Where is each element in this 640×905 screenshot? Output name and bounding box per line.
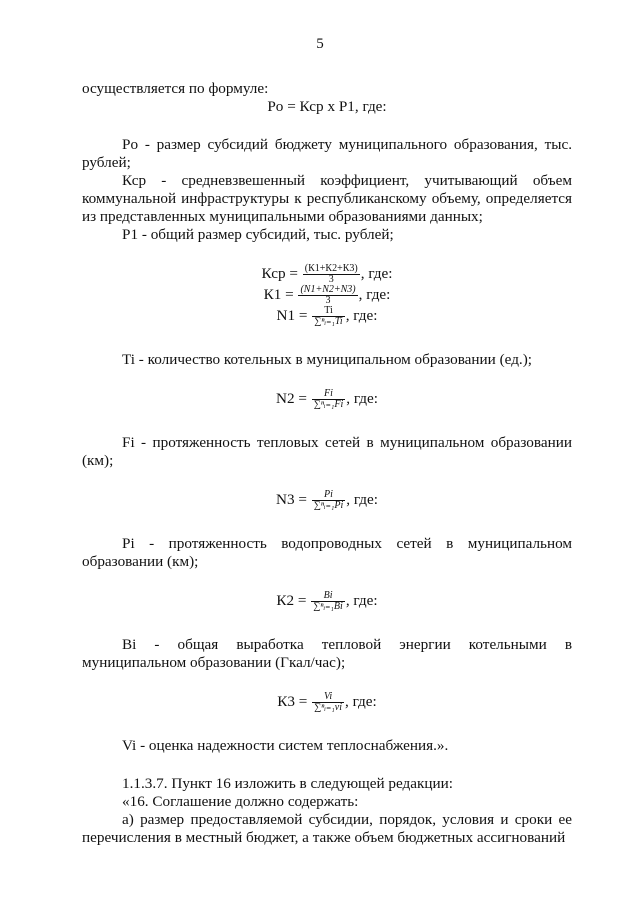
formula-n3-denominator: ∑ⁿᵢ₌₁Pi <box>313 500 344 511</box>
formula-k1-numerator: (N1+N2+N3) <box>300 284 356 295</box>
formula-n1-denominator: ∑ⁿᵢ₌₁Ti <box>314 316 343 327</box>
formula-n3-tail: , где: <box>346 490 378 508</box>
formula-k1-tail: , где: <box>358 285 391 303</box>
formula-n3-fraction <box>312 490 346 511</box>
formula-n2-fraction <box>312 389 346 410</box>
formula-k1-fraction <box>298 285 357 306</box>
formula-k1 <box>82 285 572 306</box>
explanation-ti: Ti - количество котельных в муниципальном образовании (ед.); <box>122 351 533 368</box>
formula-kcp-tail: , где: <box>360 264 393 282</box>
formula-kcp-numerator: (К1+К2+К3) <box>304 263 358 274</box>
page-number: 5 <box>316 36 324 52</box>
formula-kcp <box>82 264 572 285</box>
formula-k3-denominator: ∑ⁿᵢ₌₁vi <box>314 702 342 713</box>
formula-k2-numerator: Bi <box>311 591 345 602</box>
formula-n1-tail: , где: <box>345 306 378 324</box>
amendment-item: 1.1.3.7. Пункт 16 изложить в следующей редакции: <box>122 775 453 792</box>
formula-k2-denominator: ∑ⁿᵢ₌₁Bi <box>313 601 343 612</box>
amendment-point-a: а) размер предоставляемой субсидии, порядок, условия и сроки ее перечисления в местный бюджет, а также объем бюджетных ассигнований <box>82 811 572 846</box>
formula-n2-numerator: Fi <box>312 389 346 400</box>
formula-k3 <box>82 692 572 713</box>
formula-n3 <box>82 490 572 511</box>
formula-n2-lhs: N2 = <box>275 389 307 407</box>
formula-n1-fraction <box>312 306 344 327</box>
formula-kcp-denominator: 3 <box>328 274 334 285</box>
formula-k2-lhs: К2 = <box>276 591 307 609</box>
formula-n3-lhs: N3 = <box>275 490 307 508</box>
formula-n1-lhs: N1 = <box>276 306 308 324</box>
formula-k1-denominator: 3 <box>325 295 331 306</box>
formula-k3-lhs: К3 = <box>277 692 308 710</box>
formula-n1 <box>82 306 572 327</box>
formula-kcp-lhs: Кср = <box>261 264 298 282</box>
formula-k3-fraction <box>312 692 344 713</box>
formula-n3-numerator: Pi <box>312 490 346 501</box>
formula-k3-numerator: Vi <box>312 692 344 703</box>
formula-n2-denominator: ∑ⁿᵢ₌₁Fi <box>313 399 344 410</box>
formula-k2-fraction <box>311 591 345 612</box>
explanation-vi: Vi - оценка надежности систем теплоснабжения.». <box>122 737 449 754</box>
amendment-quote-start: «16. Соглашение должно содержать: <box>122 793 359 810</box>
definition-kcp: Кср - средневзвешенный коэффициент, учитывающий объем коммунальной инфраструктуры к республиканскому объему, определяется из представленных муниципальными образованиями данных; <box>82 172 572 225</box>
definition-po: Pо - размер субсидий бюджету муниципального образования, тыс. рублей; <box>82 136 572 171</box>
intro-line: осуществляется по формуле: <box>82 80 269 97</box>
formula-k2 <box>82 591 572 612</box>
formula-k1-lhs: К1 = <box>263 285 294 303</box>
formula-n1-numerator: Ti <box>312 306 344 317</box>
explanation-bi: Bi - общая выработка тепловой энергии котельными в муниципальном образовании (Гкал/час); <box>82 636 572 671</box>
definition-p1: P1 - общий размер субсидий, тыс. рублей; <box>122 226 394 243</box>
formula-n2-tail: , где: <box>346 389 378 407</box>
explanation-pi: Pi - протяженность водопроводных сетей в муниципальном образовании (км); <box>82 535 572 570</box>
formula-n2 <box>82 389 572 410</box>
formula-k3-tail: , где: <box>344 692 377 710</box>
main-formula: Pо = Кср x P1, где: <box>267 98 387 115</box>
explanation-fi: Fi - протяженность тепловых сетей в муниципальном образовании (км); <box>82 434 572 469</box>
formula-kcp-fraction <box>303 264 360 285</box>
formula-k2-tail: , где: <box>345 591 378 609</box>
document-body <box>82 80 572 847</box>
